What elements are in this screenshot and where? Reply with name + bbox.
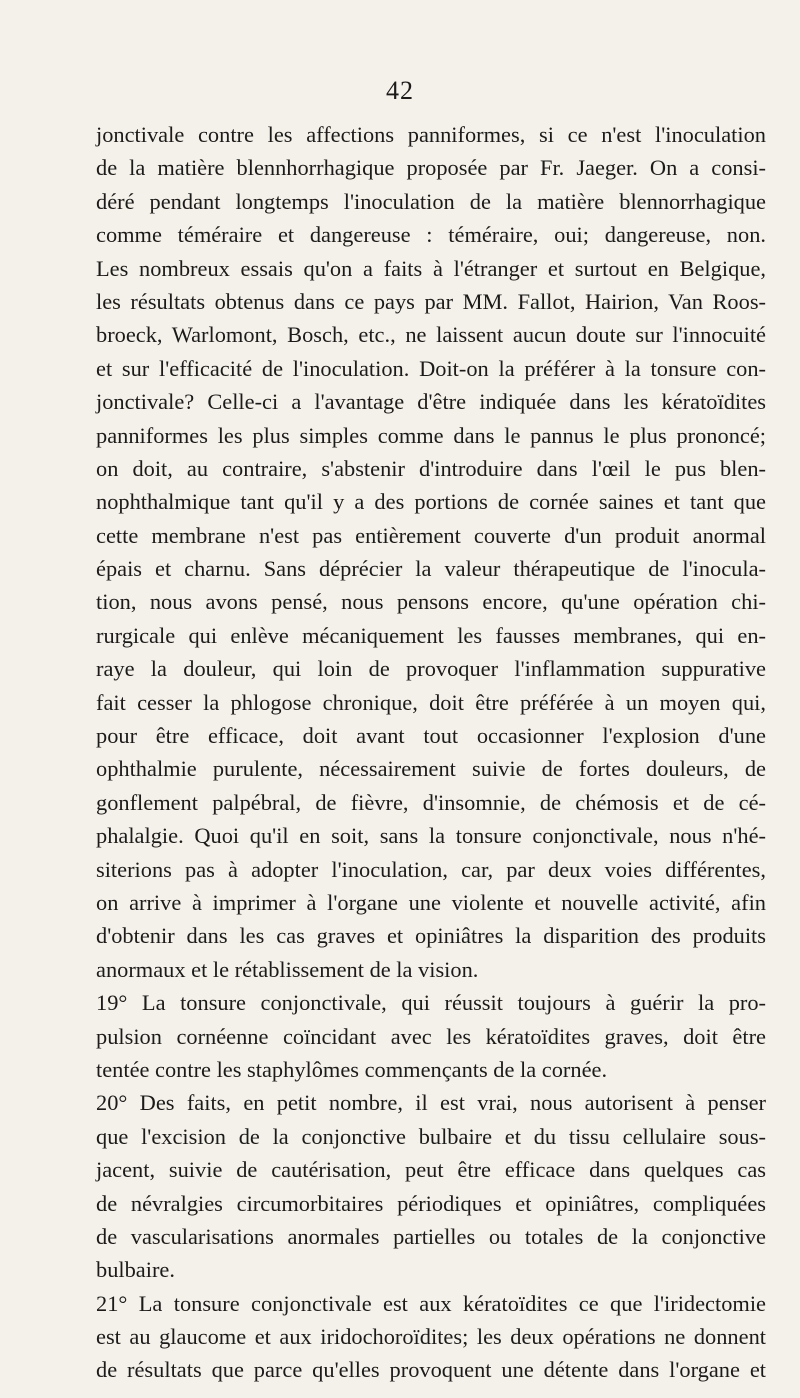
text-line: cette membrane n'est pas entièrement couverte d'un produit anormal xyxy=(96,522,766,548)
text-line: rurgicale qui enlève mécaniquement les fausses membranes, qui en- xyxy=(96,622,766,648)
text-line: on doit, au contraire, s'abstenir d'introduire dans l'œil le pus blen- xyxy=(96,455,766,481)
text-line: jacent, suivie de cautérisation, peut être efficace dans quelques cas xyxy=(96,1157,766,1183)
text-line: tion, nous avons pensé, nous pensons encore, qu'une opération chi- xyxy=(96,589,766,615)
text-line: 19° La tonsure conjonctivale, qui réussit toujours à guérir la pro- xyxy=(96,990,766,1016)
text-line: bulbaire. xyxy=(96,1257,175,1283)
text-line: et sur l'efficacité de l'inoculation. Doit-on la préférer à la tonsure con- xyxy=(96,355,766,381)
text-line: fait cesser la phlogose chronique, doit être préférée à un moyen qui, xyxy=(96,689,766,715)
text-line: tentée contre les staphylômes commençants de la cornée. xyxy=(96,1056,608,1082)
text-line: jonctivale? Celle-ci a l'avantage d'être indiquée dans les kératoïdites xyxy=(96,389,766,415)
text-line: siterions pas à adopter l'inoculation, car, par deux voies différentes, xyxy=(96,856,766,882)
text-line: ophthalmie purulente, nécessairement suivie de fortes douleurs, de xyxy=(96,756,766,782)
text-line: on arrive à imprimer à l'organe une violente et nouvelle activité, afin xyxy=(96,889,766,915)
text-line: les résultats obtenus dans ce pays par MM. Fallot, Hairion, Van Roos- xyxy=(96,288,766,314)
text-line: broeck, Warlomont, Bosch, etc., ne laissent aucun doute sur l'innocuité xyxy=(96,322,766,348)
text-line: est au glaucome et aux iridochoroïdites; les deux opérations ne donnent xyxy=(96,1324,766,1350)
text-line: 21° La tonsure conjonctivale est aux kératoïdites ce que l'iridectomie xyxy=(96,1290,766,1316)
text-line: pour être efficace, doit avant tout occasionner l'explosion d'une xyxy=(96,723,766,749)
text-line: raye la douleur, qui loin de provoquer l'inflammation suppurative xyxy=(96,656,766,682)
text-line: phalalgie. Quoi qu'il en soit, sans la tonsure conjonctivale, nous n'hé- xyxy=(96,823,766,849)
text-line: d'obtenir dans les cas graves et opiniâtres la disparition des produits xyxy=(96,923,766,949)
text-line: anormaux et le rétablissement de la vision. xyxy=(96,956,479,982)
text-line: gonflement palpébral, de fièvre, d'insomnie, de chémosis et de cé- xyxy=(96,789,766,815)
text-line: comme téméraire et dangereuse : téméraire, oui; dangereuse, non. xyxy=(96,222,766,248)
text-line: déré pendant longtemps l'inoculation de la matière blennorrhagique xyxy=(96,188,766,214)
body-text xyxy=(96,118,766,1387)
text-line: que l'excision de la conjonctive bulbaire et du tissu cellulaire sous- xyxy=(96,1123,766,1149)
text-line: de névralgies circumorbitaires périodiques et opiniâtres, compliquées xyxy=(96,1190,766,1216)
text-line: jonctivale contre les affections panniformes, si ce n'est l'inoculation xyxy=(96,122,766,147)
text-line: épais et charnu. Sans déprécier la valeur thérapeutique de l'inocula- xyxy=(96,556,766,582)
text-line: de vascularisations anormales partielles ou totales de la conjonctive xyxy=(96,1223,766,1249)
page-number: 42 xyxy=(386,76,414,105)
text-line: nophthalmique tant qu'il y a des portions de cornée saines et tant que xyxy=(96,489,766,515)
text-line: de résultats que parce qu'elles provoquent une détente dans l'organe et xyxy=(96,1357,766,1383)
text-line: Les nombreux essais qu'on a faits à l'étranger et surtout en Belgique, xyxy=(96,255,766,281)
text-line: panniformes les plus simples comme dans le pannus le plus prononcé; xyxy=(96,422,766,448)
text-line: 20° Des faits, en petit nombre, il est vrai, nous autorisent à penser xyxy=(96,1090,766,1116)
text-line: de la matière blennhorrhagique proposée par Fr. Jaeger. On a consi- xyxy=(96,155,766,181)
text-line: pulsion cornéenne coïncidant avec les kératoïdites graves, doit être xyxy=(96,1023,766,1049)
